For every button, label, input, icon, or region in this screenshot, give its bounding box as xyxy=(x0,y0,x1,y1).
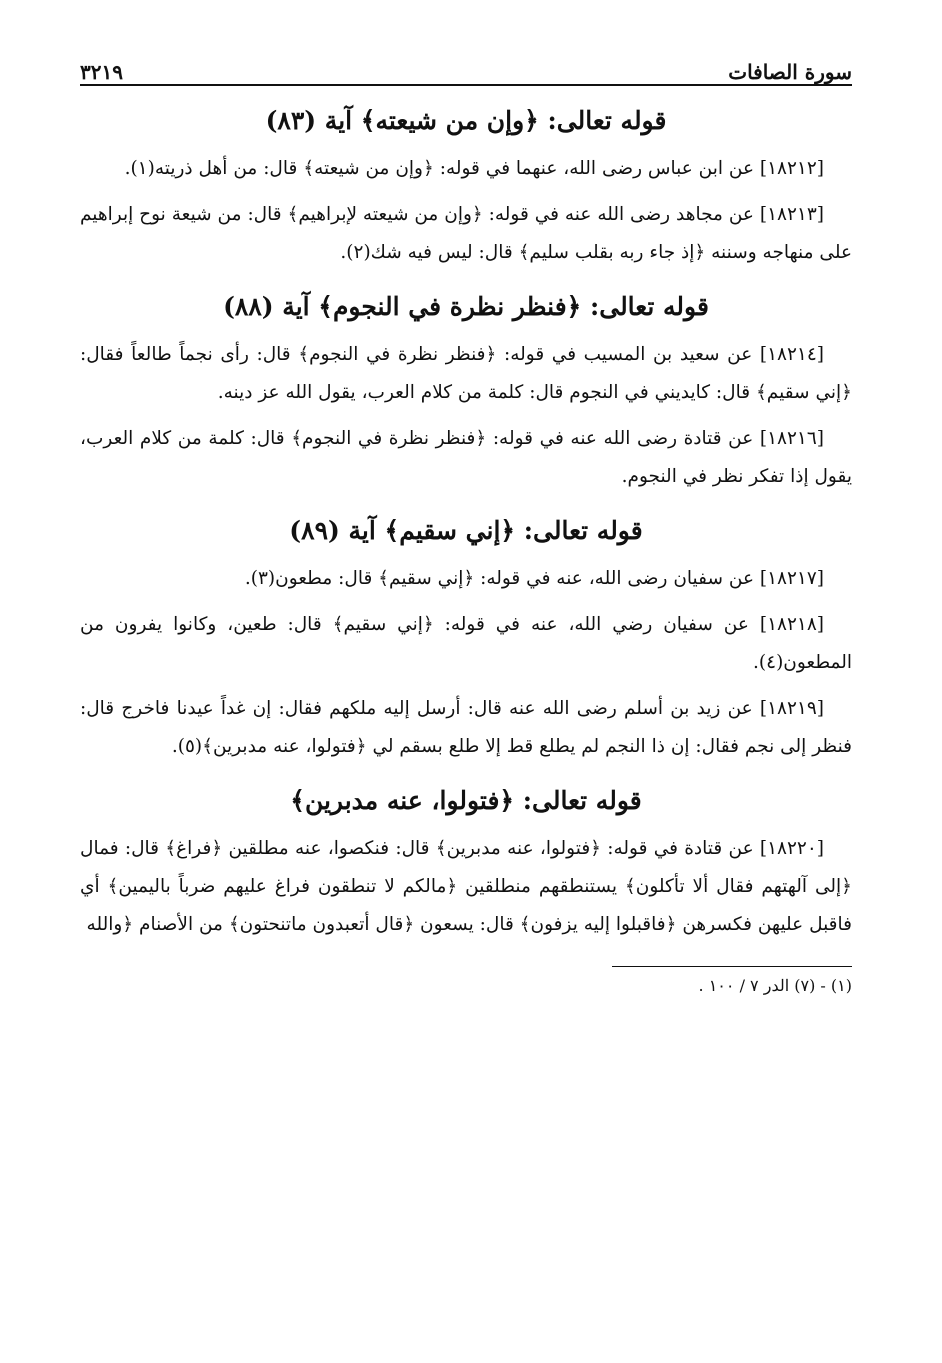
footnote-separator xyxy=(612,966,852,967)
footnote: (١) - (٧) الدر ٧ / ١٠٠ . xyxy=(698,976,852,995)
narration-paragraph: [١٨٢١٢] عن ابن عباس رضى الله، عنهما في قوله: ﴿وإن من شيعته﴾ قال: من أهل ذريته(١). xyxy=(124,158,824,179)
narration-paragraph: [١٨٢١٩] عن زيد بن أسلم رضى الله عنه قال: أرسل إليه ملكهم فقال: إن غداً عيدنا فاخرج قال: فنظر إلى نجم فقال: إن ذا النجم لم يطلع قط إلا طلع بسقم لي ﴿فتولوا، عنه مدبرين﴾(٥). xyxy=(80,698,852,757)
section-heading: قوله تعالى: ﴿فنظر نظرة في النجوم﴾ آية (٨٨) xyxy=(223,292,709,321)
section-heading: قوله تعالى: ﴿إني سقيم﴾ آية (٨٩) xyxy=(289,516,643,545)
narration-paragraph: [١٨٢١٦] عن قتادة رضى الله عنه في قوله: ﴿فنظر نظرة في النجوم﴾ قال: كلمة من كلام العرب، يقول إذا تفكر نظر في النجوم. xyxy=(80,428,852,487)
page-number: ٣٢١٩ xyxy=(80,60,123,84)
book-page xyxy=(80,40,852,1330)
running-head xyxy=(80,40,852,86)
narration-paragraph: [١٨٢١٧] عن سفيان رضى الله، عنه في قوله: ﴿إني سقيم﴾ قال: مطعون(٣). xyxy=(244,568,824,589)
section-heading: قوله تعالى: ﴿فتولوا، عنه مدبرين﴾ xyxy=(290,786,642,815)
narration-paragraph: [١٨٢١٨] عن سفيان رضي الله، عنه في قوله: ﴿إني سقيم﴾ قال: طعين، وكانوا يفرون من المطعون(٤). xyxy=(80,614,852,673)
narration-paragraph: [١٨٢٢٠] عن قتادة في قوله: ﴿فتولوا، عنه مدبرين﴾ قال: فنكصوا، عنه مطلقين ﴿فراغ﴾ قال: فمال ﴿إلى آلهتهم فقال ألا تأكلون﴾ يستنطقهم منطلقين ﴿مالكم لا تنطقون فراغ عليهم ضرباً باليمين﴾ أي فاقبل عليهن فكسرهن ﴿فاقبلوا إليه يزفون﴾ قال: يسعون ﴿قال أتعبدون ماتنحتون﴾ من الأصنام ﴿والله xyxy=(80,838,852,935)
narration-paragraph: [١٨٢١٤] عن سعيد بن المسيب في قوله: ﴿فنظر نظرة في النجوم﴾ قال: رأى نجماً طالعاً فقال: ﴿إني سقيم﴾ قال: كايديني في النجوم قال: كلمة من كلام العرب، يقول الله عز دينه. xyxy=(80,344,852,403)
surah-title: سورة الصافات xyxy=(728,60,852,84)
section-heading: قوله تعالى: ﴿وإن من شيعته﴾ آية (٨٣) xyxy=(265,106,667,135)
narration-paragraph: [١٨٢١٣] عن مجاهد رضى الله عنه في قوله: ﴿وإن من شيعته لإبراهيم﴾ قال: من شيعة نوح إبراهيم على منهاجه وسننه ﴿إذ جاء ربه بقلب سليم﴾ قال: ليس فيه شك(٢). xyxy=(80,204,852,263)
